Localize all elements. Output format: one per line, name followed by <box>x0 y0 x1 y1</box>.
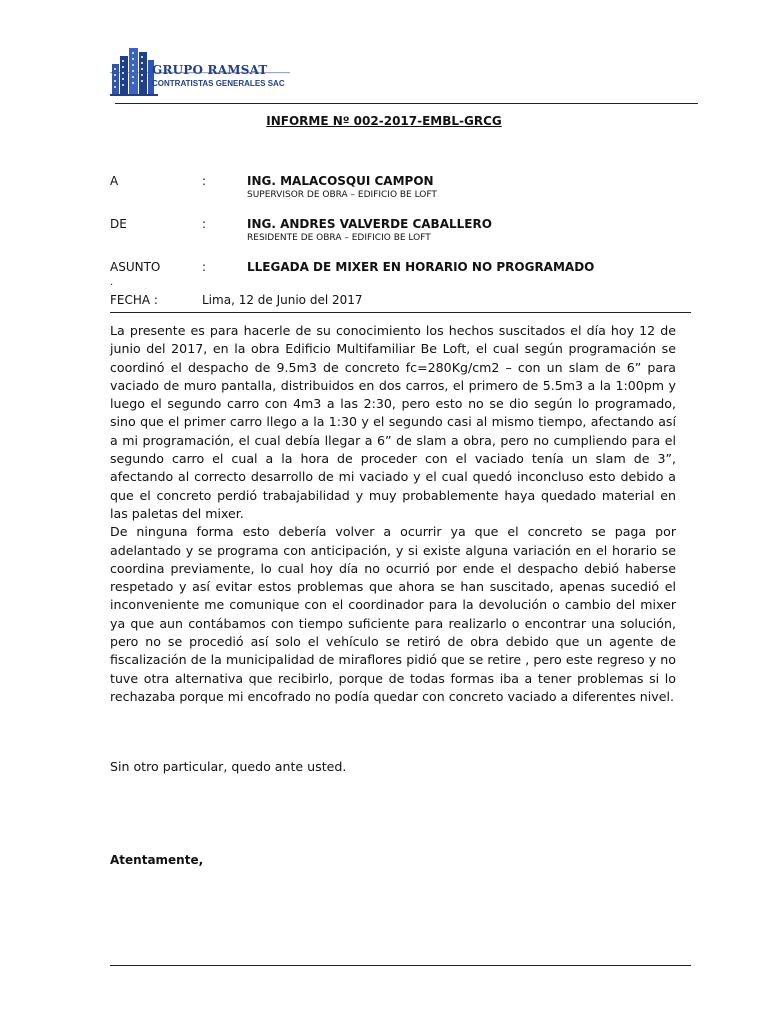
subject-value: LLEGADA DE MIXER EN HORARIO NO PROGRAMADO <box>247 260 595 274</box>
signoff: Atentamente, <box>110 853 204 867</box>
date-value: Lima, 12 de Junio del 2017 <box>202 293 363 307</box>
to-colon: : <box>202 174 207 188</box>
date-label: FECHA : <box>110 293 158 307</box>
footer-divider <box>110 965 691 966</box>
company-name: GRUPO RAMSAT <box>152 63 268 77</box>
header-divider <box>115 103 698 104</box>
meta-divider <box>110 312 691 313</box>
paragraph-2: De ninguna forma esto debería volver a ocurrir ya que el concreto se paga por adelantado y se programa con anticipación, y si existe alguna variación en el horario se coordina previamente, lo cual hoy día no ocurrió por ende el despacho debió haberse respetado y así evitar estos problemas que ahora se han suscitado, apenas sucedió el inconveniente me comunique con el coordinador para la devolución o cambio del mixer ya que aun contábamos con tiempo suficiente para realizarlo o encontrar una solución, pero no se procedió así solo el vehículo se retiró de obra debido que un agente de fiscalización de la municipalidad de miraflores pidió que se retire , pero este regreso y no tuve otra alternativa que recibirlo, porque de todas formas iba a tener problemas si lo rechazaba porque mi encofrado no podía quedar con concreto vaciado a diferentes nivel. <box>110 524 676 704</box>
subject-dot: . <box>110 277 114 288</box>
to-label: A <box>110 174 119 188</box>
company-tagline: CONTRATISTAS GENERALES SAC <box>152 79 285 88</box>
report-title: INFORME Nº 002-2017-EMBL-GRCG <box>266 114 502 128</box>
from-label: DE <box>110 217 127 231</box>
subject-colon: : <box>202 260 207 274</box>
from-role: RESIDENTE DE OBRA – EDIFICIO BE LOFT <box>247 233 431 243</box>
from-colon: : <box>202 217 207 231</box>
closing-line: Sin otro particular, quedo ante usted. <box>110 759 347 774</box>
from-name: ING. ANDRES VALVERDE CABALLERO <box>247 217 492 231</box>
subject-label: ASUNTO <box>110 260 161 274</box>
letter-body <box>110 322 676 706</box>
to-role: SUPERVISOR DE OBRA – EDIFICIO BE LOFT <box>247 190 437 200</box>
to-name: ING. MALACOSQUI CAMPON <box>247 174 434 188</box>
paragraph-1: La presente es para hacerle de su conocimiento los hechos suscitados el día hoy 12 de junio del 2017, en la obra Edificio Multifamiliar Be Loft, el cual según programación se coordinó el despacho de 9.5m3 de concreto fc=280Kg/cm2 – con un slam de 6” para vaciado de muro pantalla, distribuidos en dos carros, el primero de 5.5m3 a la 1:00pm y luego el segundo carro con 4m3 a las 2:30, pero esto no se dio según lo programado, sino que el primer carro llego a la 1:30 y el segundo casi al mismo tiempo, afectando así a mi programación, el cual debía llegar a 6” de slam a obra, pero no cumpliendo para el segundo carro el cual a la hora de proceder con el vaciado tenía un slam de 3”, afectando al correcto desarrollo de mi vaciado y el cual quedó inconcluso esto debido a que el concreto perdió trabajabilidad y muy probablemente haya quedado material en las paletas del mixer. <box>110 323 676 521</box>
